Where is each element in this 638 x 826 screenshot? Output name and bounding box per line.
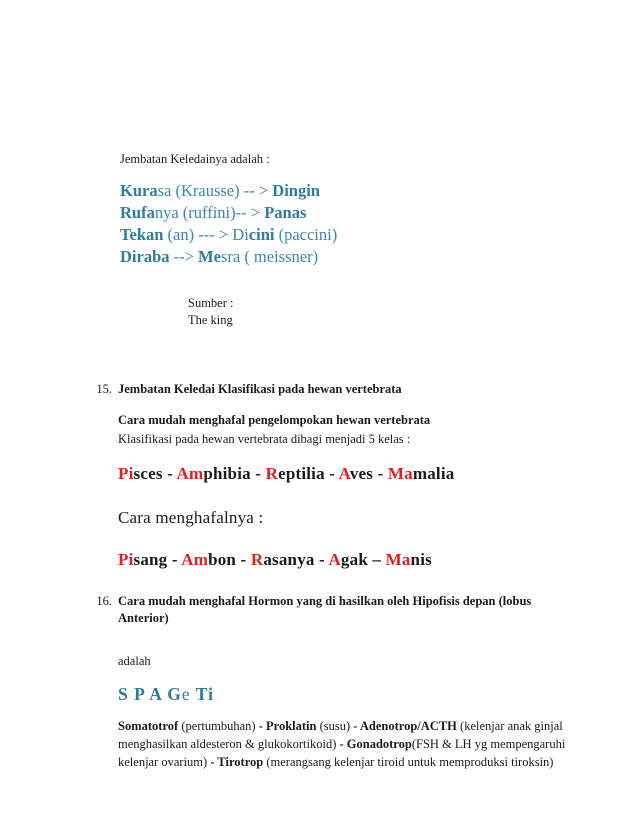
- item-16-title-line-2: Anterior): [118, 611, 169, 625]
- vertebrate-classes: Pisces - Amphibia - Reptilia - Aves - Mamalia: [118, 464, 455, 483]
- hormone-description: Somatotrof (pertumbuhan) - Proklatin (susu) - Adenotrop/ACTH (kelenjar anak ginjal menghasilkan aldesteron & glukokortikoid) - Gonadotrop(FSH & LH yg mempengaruhi kelenjar ovarium) - Tirotrop (merangsang kelenjar tiroid untuk memproduksi tiroksin): [118, 719, 566, 769]
- source-value: The king: [188, 313, 233, 327]
- kd-line-3: Tekan (an) --- > Dicini (paccini): [120, 225, 338, 244]
- item-15-title: Jembatan Keledai Klasifikasi pada hewan vertebrata: [118, 382, 402, 396]
- kd-line-2: Rufanya (ruffini)-- > Panas: [120, 203, 307, 222]
- vertebrate-mnemonic: Pisang - Ambon - Rasanya - Agak – Manis: [118, 550, 432, 569]
- item-15-cara: Cara menghafalnya :: [118, 508, 264, 527]
- spageti-mnemonic: S P A Ge Ti: [118, 684, 214, 704]
- item-16-adalah: adalah: [118, 654, 151, 668]
- item-15-subtitle: Cara mudah menghafal pengelompokan hewan vertebrata: [118, 413, 431, 427]
- item-16-number: 16.: [96, 594, 112, 608]
- kd-line-1: Kurasa (Krausse) -- > Dingin: [120, 181, 320, 200]
- kd-mnemonic-list: [120, 180, 337, 268]
- source-label: Sumber :: [188, 296, 234, 310]
- item-16-title-line-1: Cara mudah menghafal Hormon yang di hasilkan oleh Hipofisis depan (lobus: [118, 594, 532, 608]
- kd-line-4: Diraba --> Mesra ( meissner): [120, 247, 319, 266]
- kd-intro: Jembatan Keledainya adalah :: [120, 152, 270, 166]
- item-15-number: 15.: [96, 382, 112, 396]
- item-15-description: Klasifikasi pada hewan vertebrata dibagi menjadi 5 kelas :: [118, 432, 411, 446]
